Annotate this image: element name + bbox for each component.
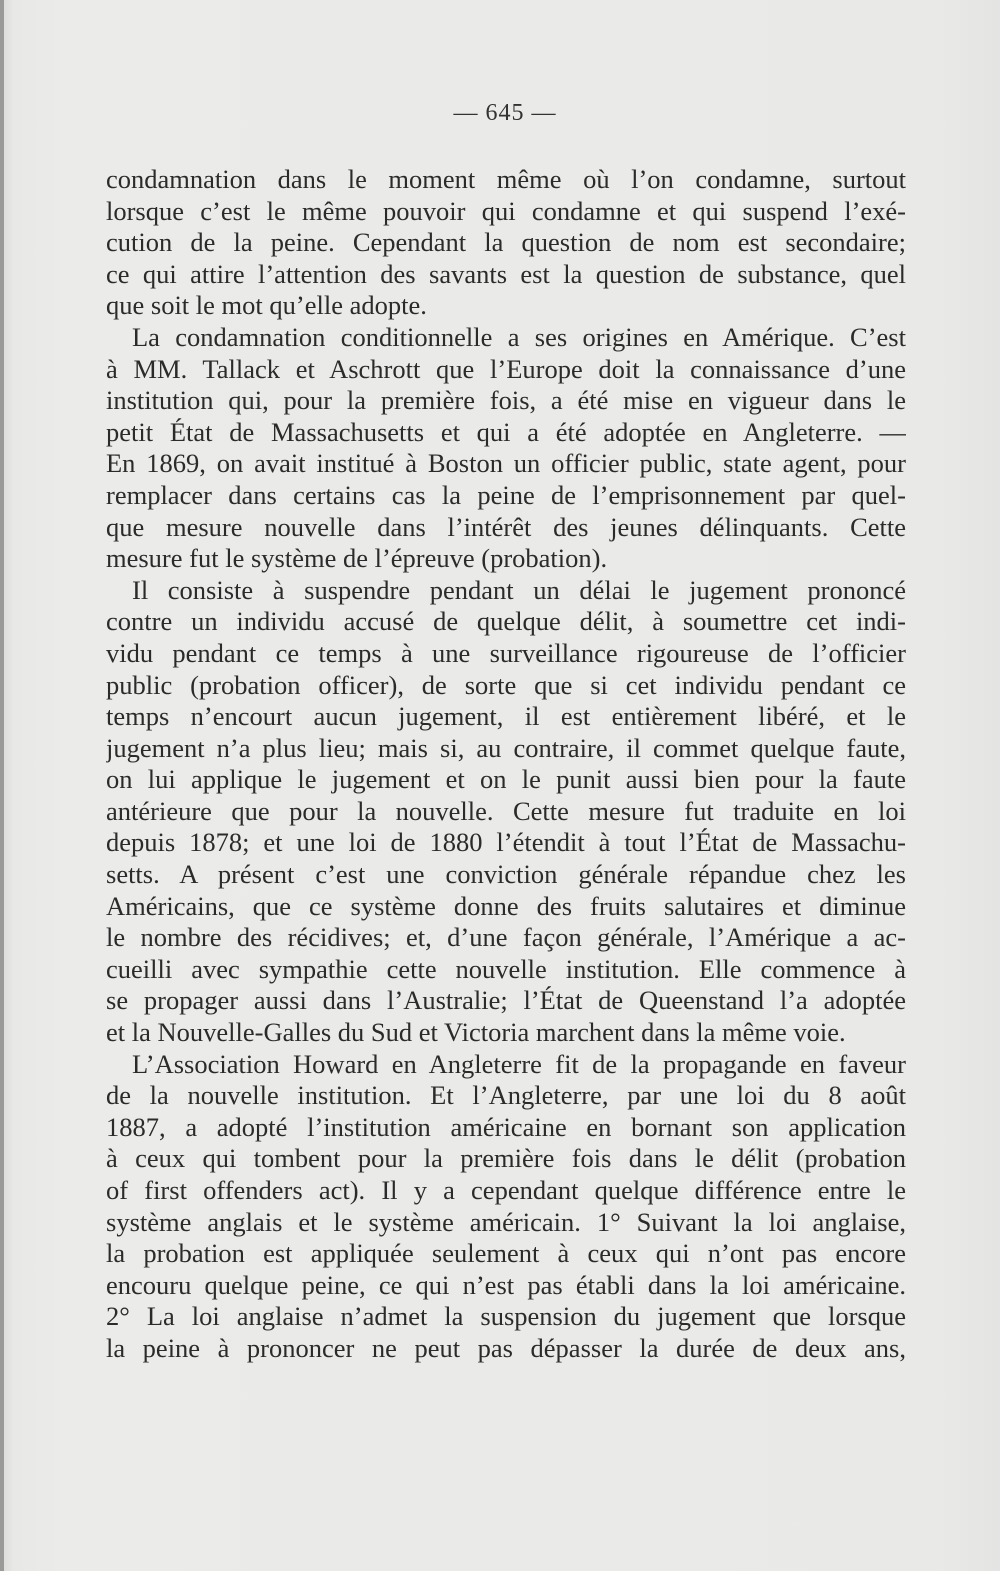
text-line: que mesure nouvelle dans l’intérêt des jeunes délinquants. Cette [106,511,906,542]
text-line: petit État de Massachusetts et qui a été adoptée en Angleterre. — [106,416,906,447]
text-line: à ceux qui tombent pour la première fois dans le délit (probation [106,1143,906,1174]
text-line: remplacer dans certains cas la peine de l’emprisonnement par quel- [106,479,906,510]
text-line: encouru quelque peine, ce qui n’est pas établi dans la loi américaine. [106,1269,906,1300]
text-line: 1887, a adopté l’institution américaine en bornant son application [106,1111,906,1142]
text-line: L’Association Howard en Angleterre fit de la propagande en faveur [132,1048,906,1079]
text-line: En 1869, on avait institué à Boston un officier public, state agent, pour [106,448,906,479]
text-line: ce qui attire l’attention des savants est la question de substance, quel [106,258,906,289]
text-line: antérieure que pour la nouvelle. Cette mesure fut traduite en loi [106,795,906,826]
text-line: système anglais et le système américain. 1° Suivant la loi anglaise, [106,1206,906,1237]
text-line: jugement n’a plus lieu; mais si, au contraire, il commet quelque faute, [106,732,906,763]
text-line: cueilli avec sympathie cette nouvelle institution. Elle commence à [106,953,906,984]
text-line: public (probation officer), de sorte que si cet individu pendant ce [106,669,906,700]
text-line: setts. A présent c’est une conviction générale répandue chez les [106,859,906,890]
text-line: 2° La loi anglaise n’admet la suspension du jugement que lorsque [106,1301,906,1332]
text-line: vidu pendant ce temps à une surveillance rigoureuse de l’officier [106,637,906,668]
text-line: Il consiste à suspendre pendant un délai le jugement prononcé [132,574,906,605]
text-line: que soit le mot qu’elle adopte. [106,290,427,321]
text-line: la probation est appliquée seulement à ceux qui n’ont pas encore [106,1238,906,1269]
text-line: institution qui, pour la première fois, a été mise en vigueur dans le [106,385,906,416]
text-line: temps n’encourt aucun jugement, il est entièrement libéré, et le [106,701,906,732]
text-line: le nombre des récidives; et, d’une façon générale, l’Amérique a ac- [106,922,906,953]
text-line: la peine à prononcer ne peut pas dépasser la durée de deux ans, [106,1332,906,1363]
text-line: of first offenders act). Il y a cependant quelque différence entre le [106,1175,906,1205]
text-line: La condamnation conditionnelle a ses origines en Amérique. C’est [132,321,906,352]
page-number: — 645 — [453,100,557,126]
text-line: lorsque c’est le même pouvoir qui condamne et qui suspend l’exé- [106,195,906,226]
page-binding-edge [0,0,4,1571]
text-line: à MM. Tallack et Aschrott que l’Europe doit la connaissance d’une [106,353,906,384]
text-line: de la nouvelle institution. Et l’Angleterre, par une loi du 8 août [106,1080,906,1111]
text-line: contre un individu accusé de quelque délit, à soumettre cet indi- [106,606,906,637]
text-line: mesure fut le système de l’épreuve (probation). [106,543,608,574]
text-line: depuis 1878; et une loi de 1880 l’étendit à tout l’État de Massachu- [106,827,906,858]
text-line: se propager aussi dans l’Australie; l’État de Queenstand l’a adoptée [106,985,906,1016]
text-line: cution de la peine. Cependant la question de nom est secondaire; [106,227,906,258]
text-line: condamnation dans le moment même où l’on condamne, surtout [106,164,906,194]
text-line: Américains, que ce système donne des fruits salutaires et diminue [106,890,906,921]
text-line: et la Nouvelle-Galles du Sud et Victoria marchent dans la même voie. [106,1017,846,1048]
body-text [106,164,906,1365]
text-line: on lui applique le jugement et on le punit aussi bien pour la faute [106,764,906,795]
